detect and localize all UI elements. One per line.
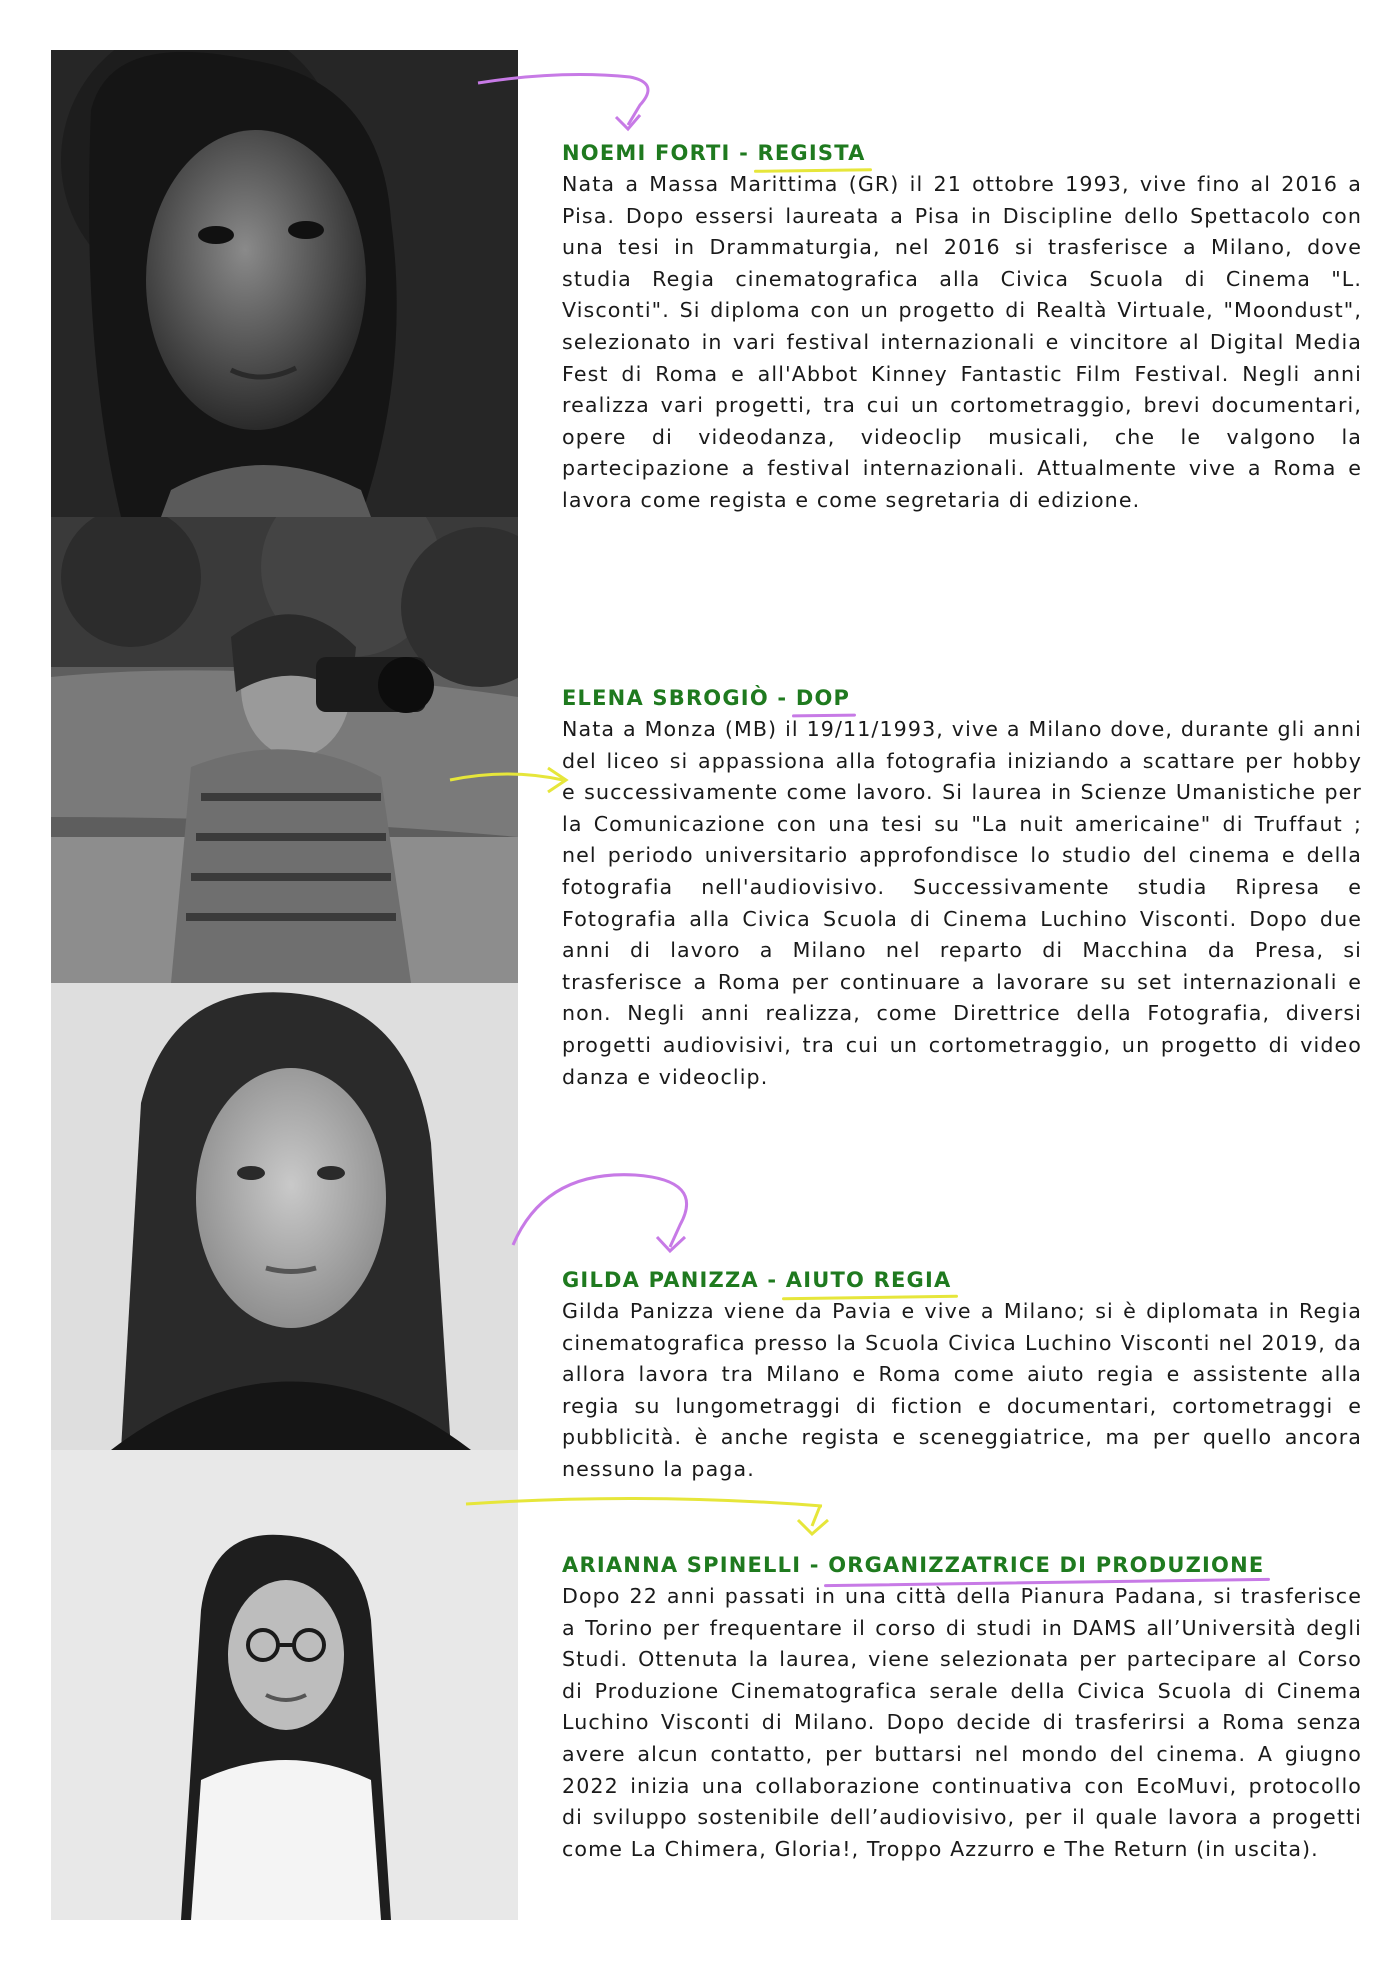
yellow-arrow-doodle-2	[462, 1490, 852, 1545]
portrait-photo-elena	[51, 517, 518, 983]
portrait-photo-noemi	[51, 50, 518, 517]
bio-text: Nata a Monza (MB) il 19/11/1993, vive a Milano dove, durante gli anni del liceo si appassiona alla fotografia iniziando a scattare per hobby e successivamente come lavoro. Si laurea in Scienze Umanistiche per la Comunicazione con una tesi su "La nuit americaine" di Truffaut ; nel periodo universitario approfondisce lo studio del cinema e della fotografia nell'audiovisivo. Successivamente studia Ripresa e Fotografia alla Civica Scuola di Cinema Luchino Visconti. Dopo due anni di lavoro a Milano nel reparto di Macchina da Presa, si trasferisce a Roma per continuare a lavorare su set internazionali e non. Negli anni realizza, come Direttrice della Fotografia, diversi progetti audiovisivi, tra cui un cortometraggio, un progetto di video danza e videoclip.	[562, 717, 1362, 1089]
bio-section-gilda	[562, 1266, 1362, 1486]
person-role: REGISTA	[757, 141, 866, 165]
purple-arrow-doodle-2	[505, 1165, 725, 1260]
person-role: DOP	[795, 686, 851, 710]
bio-section-elena	[562, 684, 1362, 1093]
person-name: GILDA PANIZZA	[562, 1268, 759, 1292]
person-name: ARIANNA SPINELLI	[562, 1553, 802, 1577]
bio-title: ARIANNA SPINELLI - ORGANIZZATRICE DI PRODUZIONE	[562, 1553, 1265, 1577]
person-role: ORGANIZZATRICE DI PRODUZIONE	[828, 1553, 1265, 1577]
bio-title: ELENA SBROGIÒ - DOP	[562, 686, 851, 710]
portrait-photo-gilda	[51, 983, 518, 1450]
bio-title: GILDA PANIZZA - AIUTO REGIA	[562, 1268, 952, 1292]
bio-title: NOEMI FORTI - REGISTA	[562, 141, 866, 165]
person-name: NOEMI FORTI	[562, 141, 731, 165]
bio-section-arianna	[562, 1551, 1362, 1865]
person-name: ELENA SBROGIÒ	[562, 686, 769, 710]
portrait-photo-arianna	[51, 1450, 518, 1920]
person-role: AIUTO REGIA	[785, 1268, 952, 1292]
bio-text: Gilda Panizza viene da Pavia e vive a Milano; si è diplomata in Regia cinematografica presso la Scuola Civica Luchino Visconti nel 2019, da allora lavora tra Milano e Roma come aiuto regia e assistente alla regia su lungometraggi di fiction e documentari, cortometraggi e pubblicità. è anche regista e sceneggiatrice, ma per quello ancora nessuno la paga.	[562, 1299, 1362, 1481]
bio-text: Dopo 22 anni passati in una città della Pianura Padana, si trasferisce a Torino per frequentare il corso di studi in DAMS all’Università degli Studi. Ottenuta la laurea, viene selezionata per partecipare al Corso di Produzione Cinematografica serale della Civica Scuola di Cinema Luchino Visconti di Milano. Dopo decide di trasferirsi a Roma senza avere alcun contatto, per buttarsi nel mondo del cinema. A giugno 2022 inizia una collaborazione continuativa con EcoMuvi, protocollo di sviluppo sostenibile dell’audiovisivo, per il quale lavora a progetti come La Chimera, Gloria!, Troppo Azzurro e The Return (in uscita).	[562, 1584, 1362, 1861]
bio-section-noemi	[562, 139, 1362, 517]
bio-text: Nata a Massa Marittima (GR) il 21 ottobre 1993, vive fino al 2016 a Pisa. Dopo essersi laureata a Pisa in Discipline dello Spettacolo con una tesi in Drammaturgia, nel 2016 si trasferisce a Milano, dove studia Regia cinematografica alla Civica Scuola di Cinema "L. Visconti". Si diploma con un progetto di Realtà Virtuale, "Moondust", selezionato in vari festival internazionali e vincitore al Digital Media Fest di Roma e all'Abbot Kinney Fantastic Film Festival. Negli anni realizza vari progetti, tra cui un cortometraggio, brevi documentari, opere di videodanza, videoclip musicali, che le valgono la partecipazione a festival internazionali. Attualmente vive a Roma e lavora come regista e come segretaria di edizione.	[562, 172, 1362, 512]
